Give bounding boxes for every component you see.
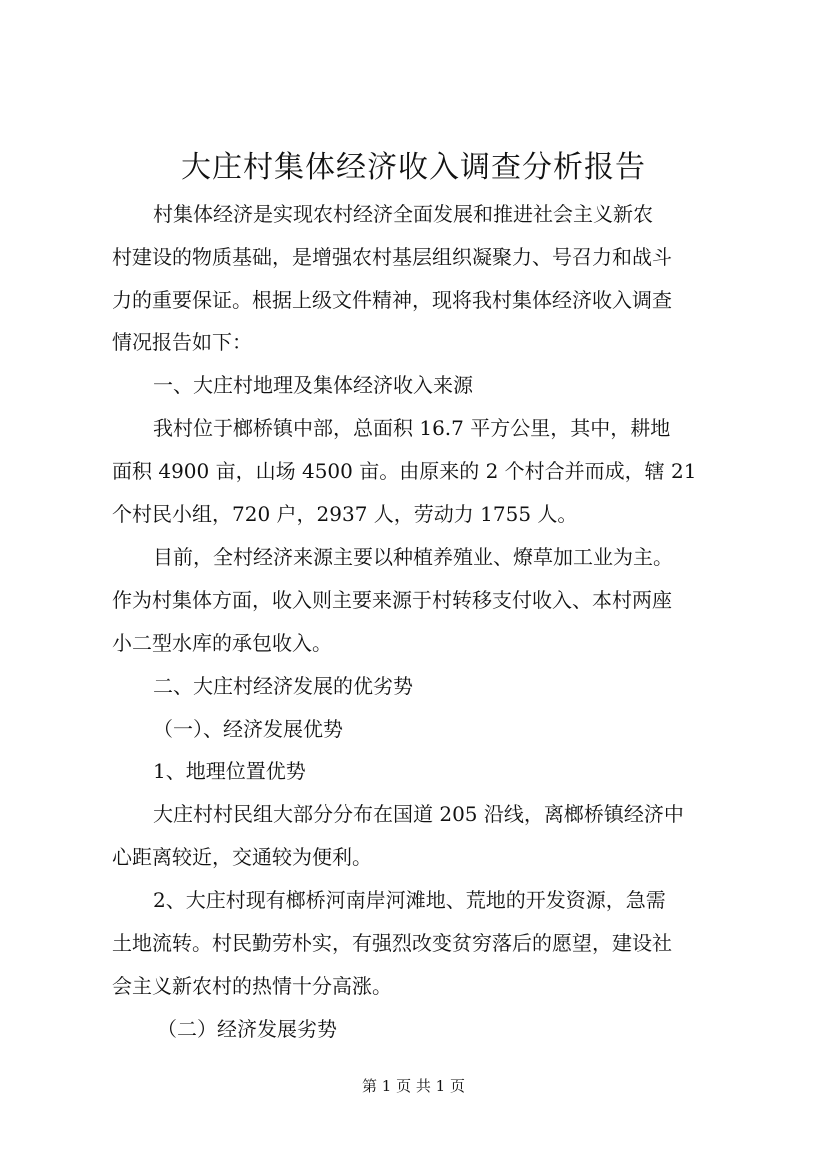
body-line: 心距离较近，交通较为便利。 (112, 845, 372, 869)
body-line: 大庄村村民组大部分分布在国道 205 沿线，离榔桥镇经济中 (153, 802, 684, 826)
document-title: 大庄村集体经济收入调查分析报告 (181, 150, 646, 185)
body-line: 目前，全村经济来源主要以种植养殖业、燎草加工业为主。 (153, 545, 673, 569)
body-line: 作为村集体方面，收入则主要来源于村转移支付收入、本村两座 (112, 588, 672, 612)
body-line: 面积 4900 亩，山场 4500 亩。由原来的 2 个村合并而成，辖 21 (112, 459, 697, 483)
body-line: 村集体经济是实现农村经济全面发展和推进社会主义新农 (153, 202, 653, 226)
body-line: 会主义新农村的热情十分高涨。 (112, 974, 392, 998)
body-line: 村建设的物质基础，是增强农村基层组织凝聚力、号召力和战斗 (112, 245, 672, 269)
section-heading: 一、大庄村地理及集体经济收入来源 (153, 373, 473, 397)
page-number-footer: 第 1 页 共 1 页 (362, 1077, 465, 1095)
body-line: 我村位于榔桥镇中部，总面积 16.7 平方公里，其中，耕地 (153, 416, 671, 440)
body-line: 小二型水库的承包收入。 (112, 631, 332, 655)
body-line: 个村民小组，720 户，2937 人，劳动力 1755 人。 (112, 502, 578, 526)
body-line: 2、大庄村现有榔桥河南岸河滩地、荒地的开发资源，急需 (153, 888, 666, 912)
body-line: 土地流转。村民勤劳朴实，有强烈改变贫穷落后的愿望，建设社 (112, 931, 672, 955)
item-heading: 1、地理位置优势 (153, 759, 306, 783)
section-heading: 二、大庄村经济发展的优劣势 (153, 674, 413, 698)
body-line: 力的重要保证。根据上级文件精神，现将我村集体经济收入调查 (112, 288, 672, 312)
subsection-heading: （一）、经济发展优势 (153, 717, 343, 741)
body-line: 情况报告如下： (112, 330, 252, 354)
subsection-heading: （二）经济发展劣势 (157, 1017, 337, 1041)
